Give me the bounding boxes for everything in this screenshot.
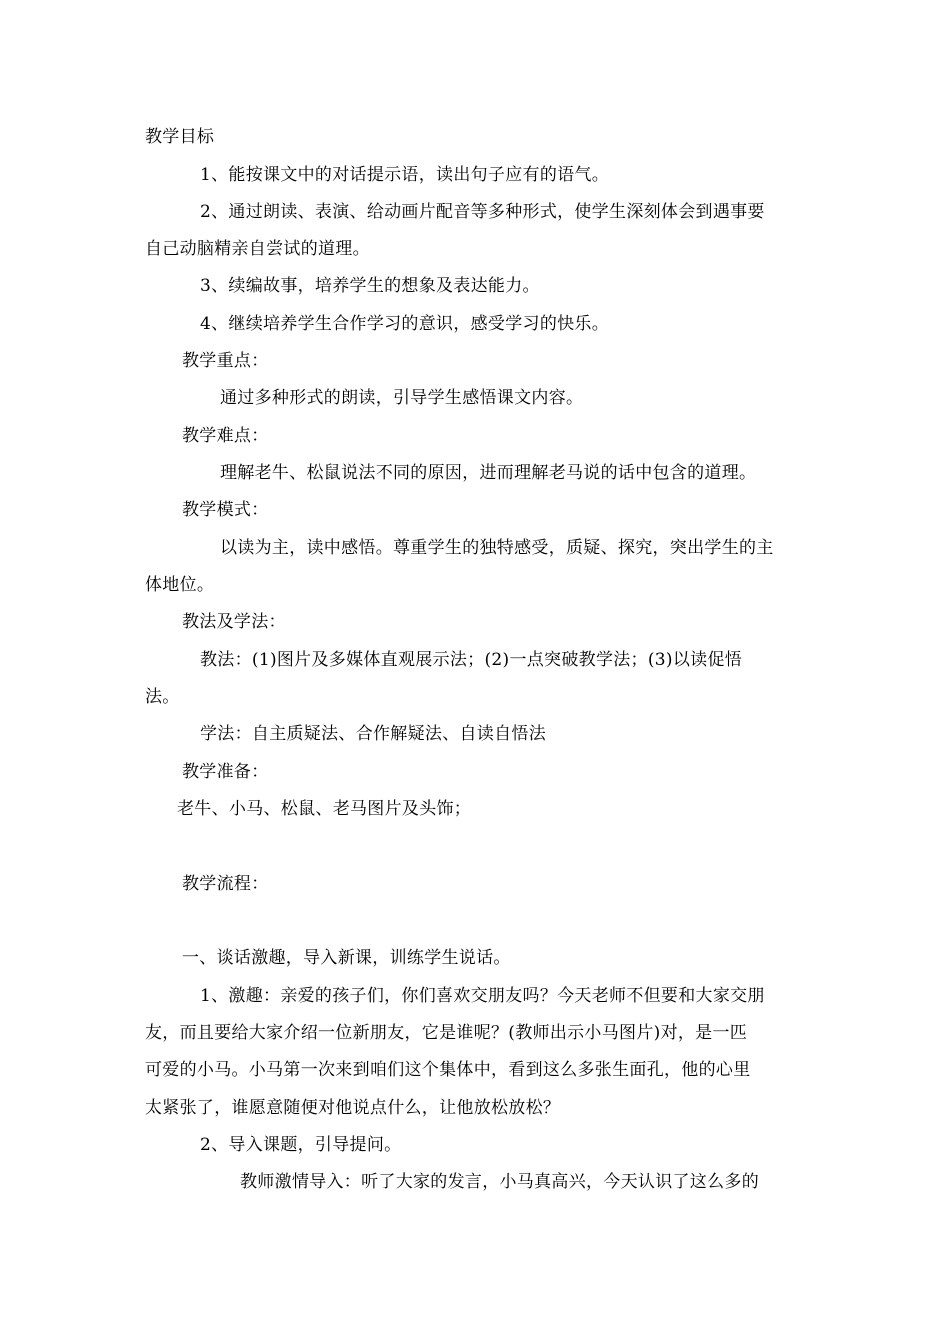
section-1-paragraph-1-line-1: 1、激趣：亲爱的孩子们，你们喜欢交朋友吗？今天老师不但要和大家交朋 [200, 986, 765, 1006]
goal-item-2-line-1: 2、通过朗读、表演、给动画片配音等多种形式，使学生深刻体会到遇事要 [200, 202, 765, 222]
teaching-method-line-1: 教法：(1)图片及多媒体直观展示法；(2)一点突破教学法；(3)以读促悟 [200, 650, 743, 670]
goal-item-4: 4、继续培养学生合作学习的意识，感受学习的快乐。 [200, 314, 610, 334]
heading-methods: 教法及学法： [182, 612, 286, 632]
heading-key-points: 教学重点： [182, 351, 269, 371]
teaching-mode-line-2: 体地位。 [145, 575, 215, 595]
teaching-mode-line-1: 以读为主，读中感悟。尊重学生的独特感受，质疑、探究，突出学生的主 [220, 538, 774, 558]
section-1-paragraph-3-line-1: 教师激情导入：听了大家的发言，小马真高兴，今天认识了这么多的 [240, 1172, 759, 1192]
goal-item-3: 3、续编故事，培养学生的想象及表达能力。 [200, 276, 540, 296]
goal-item-2-line-2: 自己动脑精亲自尝试的道理。 [145, 239, 370, 259]
heading-process: 教学流程： [182, 874, 269, 894]
heading-difficult-points: 教学难点： [182, 426, 269, 446]
section-1-paragraph-1-line-4: 太紧张了，谁愿意随便对他说点什么，让他放松放松？ [145, 1098, 561, 1118]
section-1-title: 一、谈话激趣，导入新课，训练学生说话。 [182, 948, 511, 968]
heading-teaching-mode: 教学模式： [182, 500, 269, 520]
difficult-points-text: 理解老牛、松鼠说法不同的原因，进而理解老马说的话中包含的道理。 [220, 463, 757, 483]
learning-method: 学法：自主质疑法、合作解疑法、自读自悟法 [200, 724, 546, 744]
preparation-text: 老牛、小马、松鼠、老马图片及头饰； [177, 799, 472, 819]
teaching-method-line-2: 法。 [145, 687, 180, 707]
goal-item-1: 1、能按课文中的对话提示语，读出句子应有的语气。 [200, 165, 610, 185]
section-1-paragraph-2: 2、导入课题，引导提问。 [200, 1135, 402, 1155]
section-1-paragraph-1-line-3: 可爱的小马。小马第一次来到咱们这个集体中，看到这么多张生面孔，他的心里 [145, 1060, 751, 1080]
section-1-paragraph-1-line-2: 友，而且要给大家介绍一位新朋友，它是谁呢？(教师出示小马图片)对，是一匹 [145, 1023, 748, 1043]
heading-teaching-goals: 教学目标 [145, 127, 215, 147]
heading-preparation: 教学准备： [182, 762, 269, 782]
key-points-text: 通过多种形式的朗读，引导学生感悟课文内容。 [220, 388, 584, 408]
